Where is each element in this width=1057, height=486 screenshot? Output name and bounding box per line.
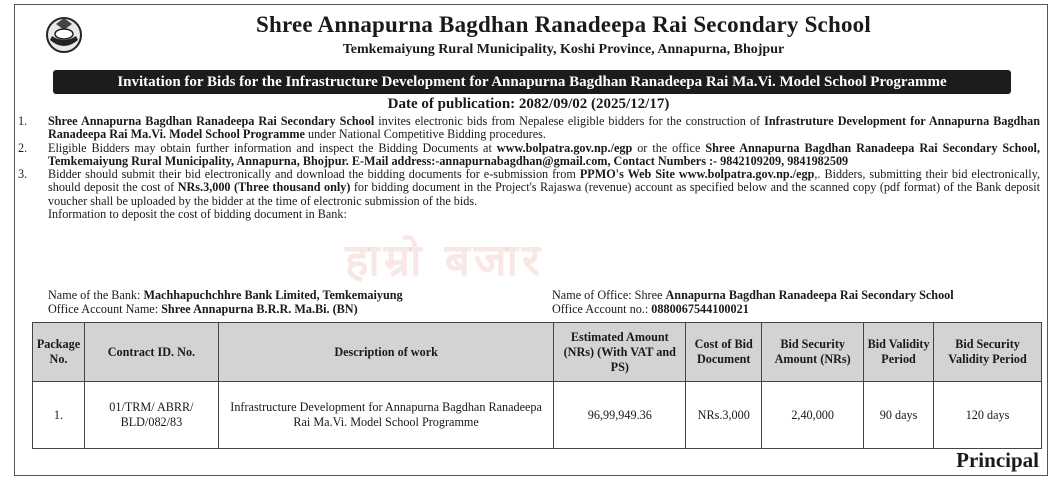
- office-account-no: Office Account no.: 0880067544100021: [552, 302, 749, 316]
- table-cell: Infrastructure Development for Annapurna Bagdhan Ranadeepa Rai Ma.Vi. Model School Programme: [218, 382, 554, 449]
- publication-date: Date of publication: 2082/09/02 (2025/12/17): [387, 96, 670, 112]
- list-item: [18, 115, 1040, 142]
- item-text: Shree Annapurna Bagdhan Ranadeepa Rai Secondary School invites electronic bids from Nepalese eligible bidders for the construction of Infrastruture Development for Annapurna Bagdhan Ranadeepa Rai Ma.Vi. Model School Programme under National Competitive Bidding procedures.: [48, 114, 1040, 142]
- school-name: Shree Annapurna Bagdhan Ranadeepa Rai Secondary School: [256, 12, 871, 37]
- notice-items: [18, 115, 1040, 221]
- bank-info-heading: Information to deposit the cost of bidding document in Bank:: [48, 207, 347, 222]
- bank-name: Name of the Bank: Machhapuchchhre Bank Limited, Temkemaiyung: [48, 288, 403, 302]
- table-cell: NRs.3,000: [686, 382, 762, 449]
- watermark: हाम्रो बजार: [345, 235, 544, 286]
- col-bid-validity: Bid Validity Period: [864, 323, 934, 382]
- item-text: Eligible Bidders may obtain further information and inspect the Bidding Documents at www.bolpatra.gov.np./egp or the office Shree Annapurna Bagdhan Ranadeepa Rai Secondary School, Temkemaiyung Rural Municipality, Annapurna, Bhojpur. E-Mail address:-annapurnabagdhan@gmail.com, Contact Numbers :- 9842109209, 9841982509: [48, 140, 1040, 168]
- table-cell: 96,99,949.36: [554, 382, 686, 449]
- table-header-row: [33, 323, 1042, 382]
- table-cell: 01/TRM/ ABRR/ BLD/082/83: [84, 382, 218, 449]
- col-bid-security-validity: Bid Security Validity Period: [934, 323, 1042, 382]
- list-item: [18, 168, 1040, 221]
- table-cell: 90 days: [864, 382, 934, 449]
- col-package-no: Package No.: [33, 323, 85, 382]
- table-cell: 120 days: [934, 382, 1042, 449]
- school-address: Temkemaiyung Rural Municipality, Koshi Province, Annapurna, Bhojpur: [342, 42, 785, 57]
- list-item: [18, 142, 1040, 169]
- item-number: 1.: [18, 114, 28, 128]
- col-description: Description of work: [218, 323, 554, 382]
- col-cost-bid-document: Cost of Bid Document: [686, 323, 762, 382]
- table-cell: 2,40,000: [762, 382, 864, 449]
- item-number: 3.: [18, 167, 28, 182]
- notice-banner: Invitation for Bids for the Infrastructure Development for Annapurna Bagdhan Ranadeepa Rai Ma.Vi. Model School Programme: [53, 70, 1011, 94]
- table-cell: 1.: [33, 382, 85, 449]
- signature-principal: Principal: [956, 448, 1039, 472]
- item-number: 2.: [18, 140, 28, 155]
- col-estimated-amount: Estimated Amount (NRs) (With VAT and PS): [554, 323, 686, 382]
- bid-table: [32, 322, 1042, 449]
- col-bid-security-amount: Bid Security Amount (NRs): [762, 323, 864, 382]
- table-row: [33, 382, 1042, 449]
- item-text: Bidder should submit their bid electronically and download the bidding documents for e-submission from PPMO's Web Site www.bolpatra.gov.np./egp,. Bidders, submitting their bid electronically, should deposit the cost of NRs.3,000 (Three thousand only) for bidding document in the Project's Rajaswa (revenue) account as specified below and the scanned copy (pdf format) of the Bank deposit voucher shall be uploaded by the bidder at the time of electronic submission of the bids. Information to deposit the cost of bidding document in Bank:: [48, 167, 1040, 222]
- office-account-name: Office Account Name: Shree Annapurna B.R.R. Ma.Bi. (BN): [48, 302, 358, 316]
- office-name: Name of Office: Shree Annapurna Bagdhan Ranadeepa Rai Secondary School: [552, 288, 954, 302]
- col-contract-id: Contract ID. No.: [84, 323, 218, 382]
